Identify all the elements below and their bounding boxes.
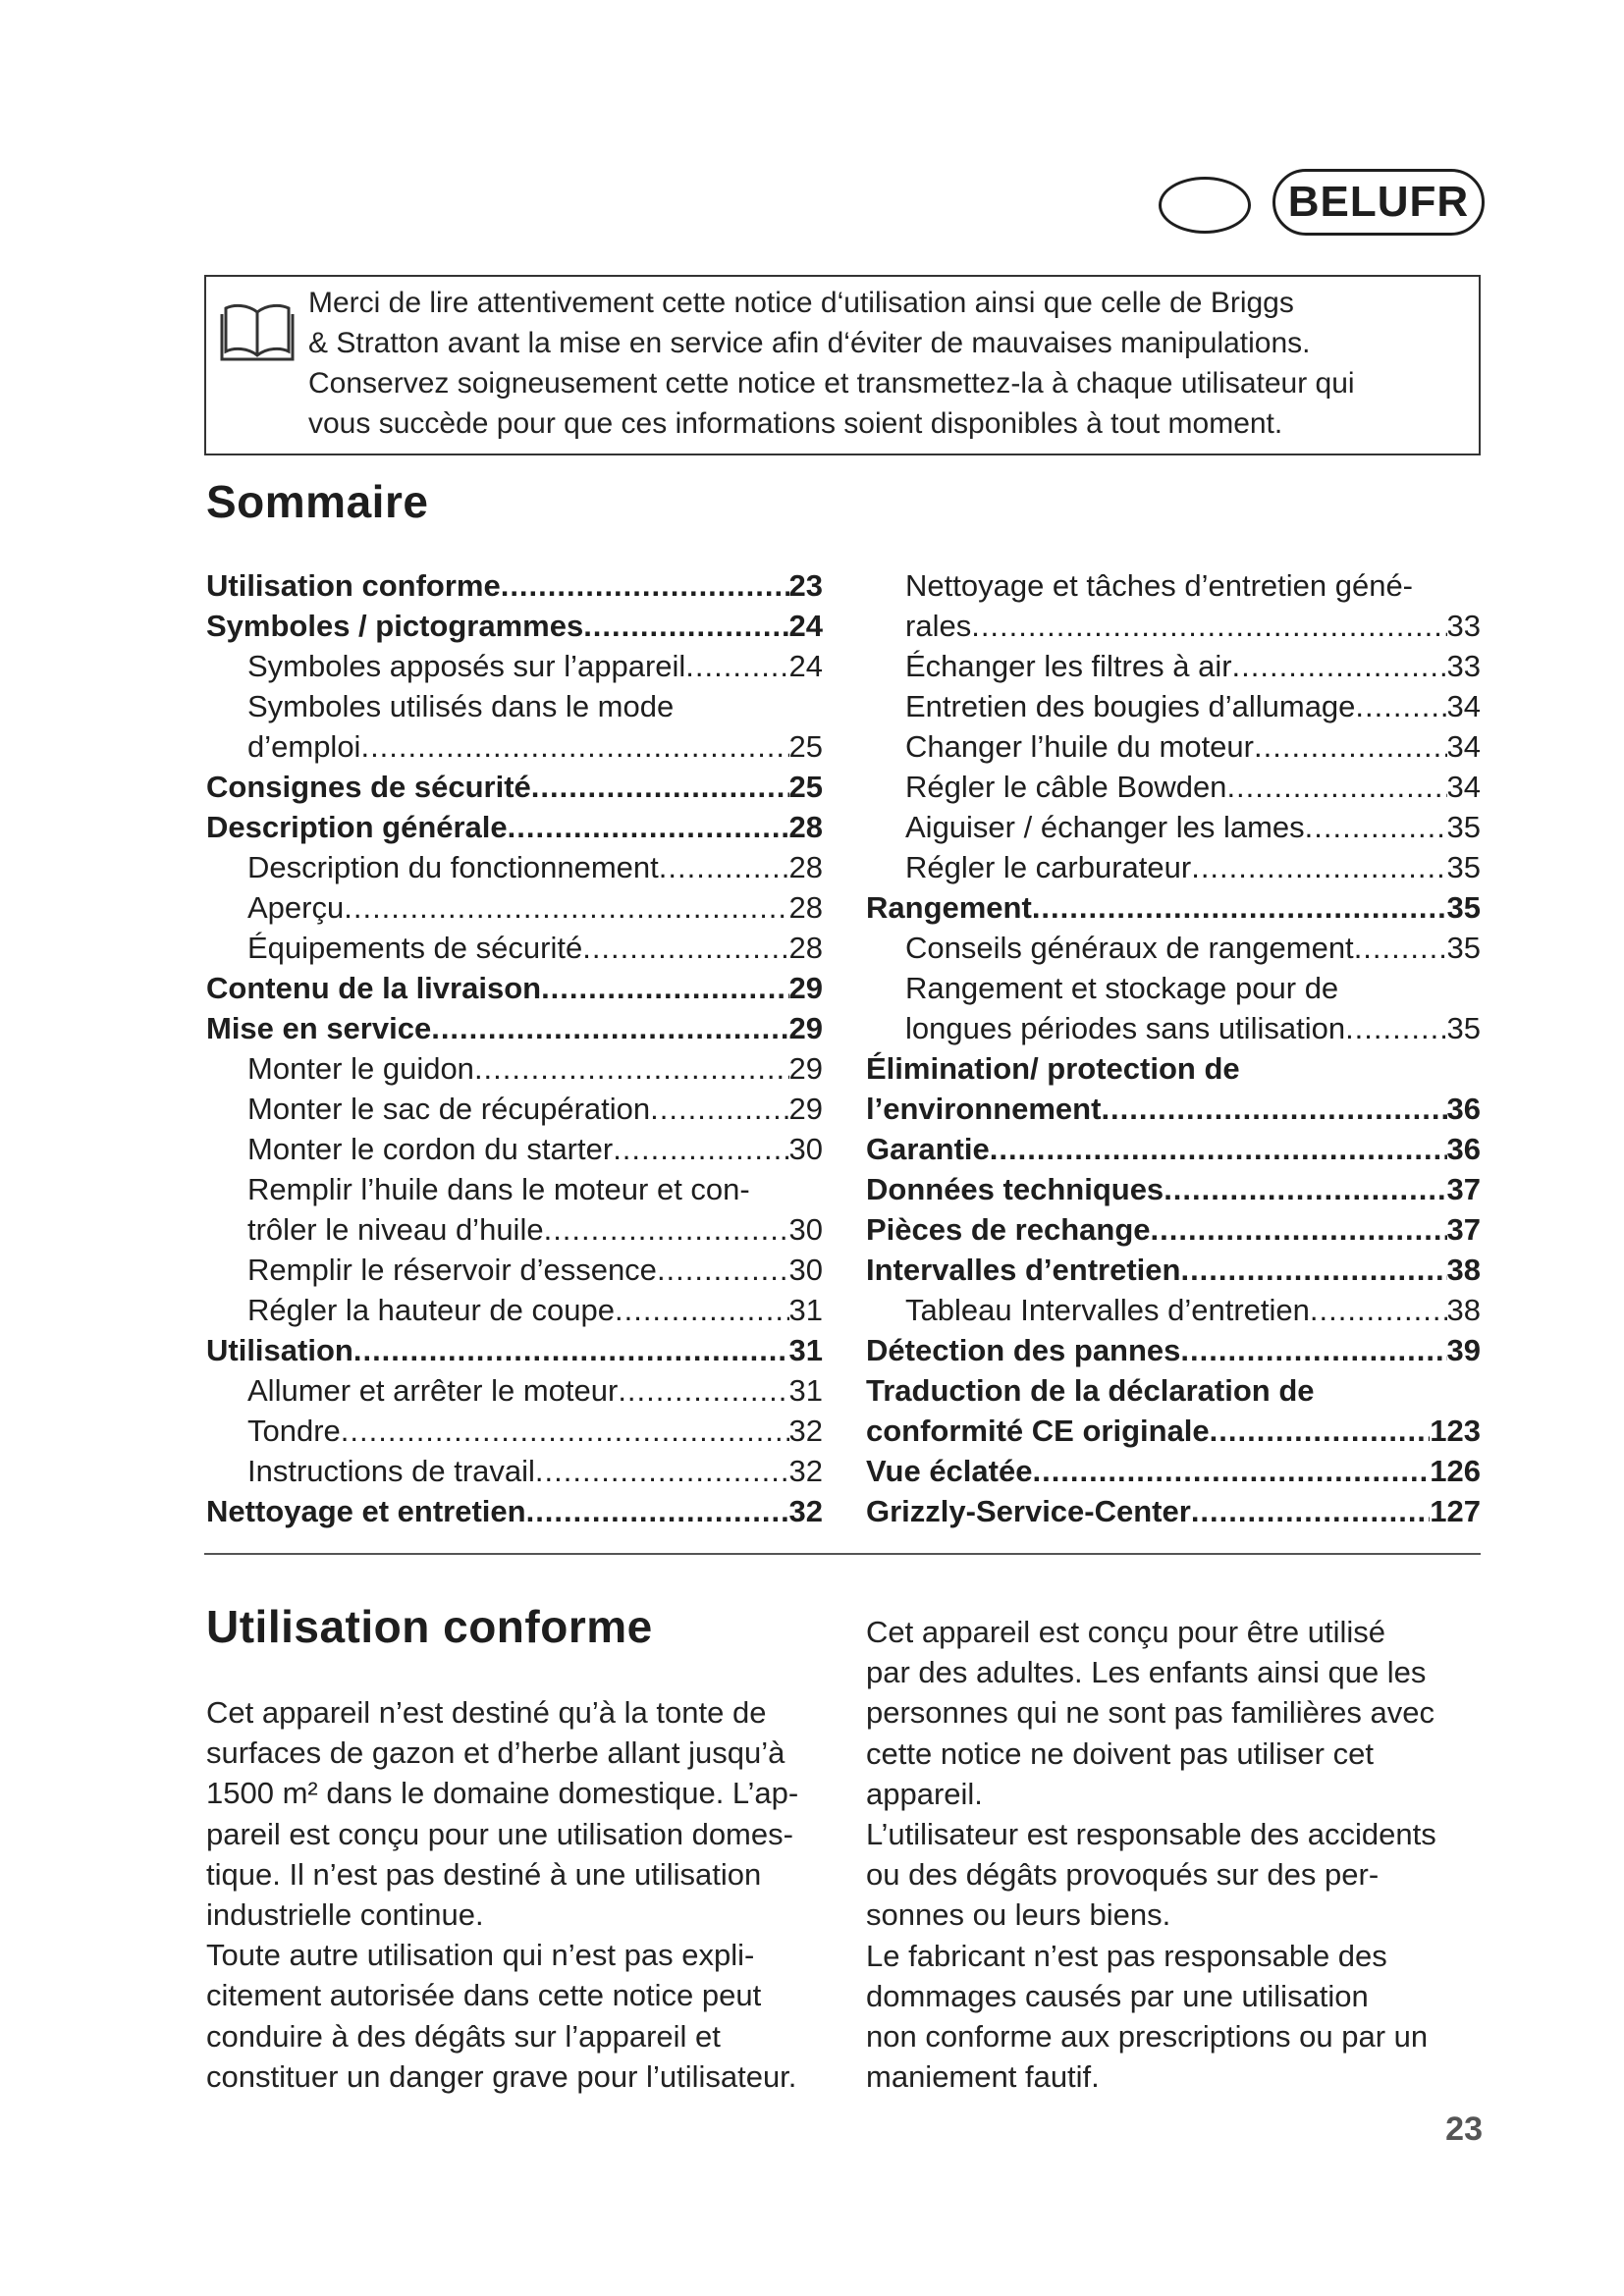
language-badge-empty (1159, 177, 1251, 234)
toc-entry-wrap-line: Rangement et stockage pour de (905, 971, 1339, 1005)
toc-entry[interactable]: Aperçu ..... 28 (206, 887, 823, 928)
body-line: Cet appareil est conçu pour être utilisé (866, 1615, 1386, 1649)
toc-entry[interactable]: Aiguiser / échanger les lames ..... 35 (866, 807, 1481, 847)
toc-entry[interactable]: Utilisation conforme ..... 23 (206, 565, 823, 606)
toc-entry[interactable]: Utilisation ..... 31 (206, 1330, 823, 1370)
toc-entry[interactable]: longues périodes sans utilisation ..... 35 (866, 1008, 1481, 1048)
notice-line: Conservez soigneusement cette notice et transmettez-la à chaque utilisateur qui (308, 367, 1355, 400)
toc-entry[interactable]: Données techniques ..... 37 (866, 1169, 1481, 1209)
body-right-column (866, 1612, 1481, 2097)
toc-entry-wrap-line: Traduction de la déclaration de (866, 1373, 1315, 1408)
toc-entry[interactable]: Régler le câble Bowden ..... 34 (866, 767, 1481, 807)
toc-entry-wrap-line: Élimination/ protection de (866, 1051, 1240, 1086)
page-number: 23 (1445, 2110, 1483, 2148)
toc-heading: Sommaire (206, 476, 429, 527)
open-book-icon (220, 298, 295, 363)
toc-entry[interactable]: d’emploi ..... 25 (206, 726, 823, 767)
toc-entry[interactable]: Allumer et arrêter le moteur ..... 31 (206, 1370, 823, 1411)
toc-entry[interactable]: Vue éclatée ..... 126 (866, 1451, 1481, 1491)
toc-entry-wrap-line: Symboles utilisés dans le mode (247, 689, 675, 723)
toc-entry[interactable]: Remplir le réservoir d’essence ..... 30 (206, 1250, 823, 1290)
toc-right-column (866, 565, 1481, 1531)
body-left-column (206, 1692, 835, 2097)
toc-entry[interactable]: Conseils généraux de rangement ..... 35 (866, 928, 1481, 968)
body-line: industrielle continue. (206, 1897, 484, 1933)
section-heading: Utilisation conforme (206, 1601, 653, 1652)
toc-entry[interactable]: Équipements de sécurité ..... 28 (206, 928, 823, 968)
toc-entry[interactable]: Description du fonctionnement ..... 28 (206, 847, 823, 887)
toc-entry[interactable]: Symboles apposés sur l’appareil ..... 24 (206, 646, 823, 686)
toc-entry-wrap-line: Nettoyage et tâches d’entretien géné- (905, 568, 1414, 603)
toc-left-column (206, 565, 823, 1531)
toc-entry[interactable]: Symboles / pictogrammes ..... 24 (206, 606, 823, 646)
toc-entry[interactable]: conformité CE originale ..... 123 (866, 1411, 1481, 1451)
section-divider (204, 1553, 1481, 1555)
toc-entry[interactable]: Échanger les filtres à air ..... 33 (866, 646, 1481, 686)
body-line: surfaces de gazon et d’herbe allant jusqu’à (206, 1735, 785, 1771)
body-line: conduire à des dégâts sur l’appareil et (206, 2018, 721, 2054)
body-line: Toute autre utilisation qui n’est pas expli- (206, 1938, 755, 1973)
toc-entry[interactable]: Régler la hauteur de coupe ..... 31 (206, 1290, 823, 1330)
body-line: appareil. (866, 1776, 983, 1811)
toc-entry[interactable]: Entretien des bougies d’allumage ..... 34 (866, 686, 1481, 726)
notice-line: Merci de lire attentivement cette notice d‘utilisation ainsi que celle de Briggs (308, 287, 1294, 319)
toc-entry[interactable]: Rangement ..... 35 (866, 887, 1481, 928)
body-line: personnes qui ne sont pas familières avec (866, 1695, 1435, 1731)
toc-entry[interactable]: Description générale ..... 28 (206, 807, 823, 847)
toc-entry[interactable]: trôler le niveau d’huile ..... 30 (206, 1209, 823, 1250)
reading-notice-box (204, 275, 1481, 455)
toc-entry[interactable]: rales ..... 33 (866, 606, 1481, 646)
notice-line: & Stratton avant la mise en service afin d‘éviter de mauvaises manipulations. (308, 327, 1311, 359)
toc-entry[interactable]: Monter le cordon du starter ..... 30 (206, 1129, 823, 1169)
body-line: par des adultes. Les enfants ainsi que les (866, 1655, 1427, 1690)
body-line: dommages causés par une utilisation (866, 1978, 1369, 2013)
toc-entry[interactable]: l’environnement ..... 36 (866, 1089, 1481, 1129)
toc-entry[interactable]: Contenu de la livraison ..... 29 (206, 968, 823, 1008)
language-badge: BELUFR (1272, 169, 1485, 236)
body-line: ou des dégâts provoqués sur des per- (866, 1857, 1380, 1893)
body-line: non conforme aux prescriptions ou par un (866, 2019, 1429, 2055)
toc-entry[interactable]: Garantie ..... 36 (866, 1129, 1481, 1169)
body-line: citement autorisée dans cette notice peut (206, 1978, 762, 2013)
toc-entry[interactable]: Tableau Intervalles d’entretien ..... 38 (866, 1290, 1481, 1330)
toc-entry[interactable]: Instructions de travail ..... 32 (206, 1451, 823, 1491)
notice-line: vous succède pour que ces informations soient disponibles à tout moment. (308, 407, 1283, 440)
body-line: sonnes ou leurs biens. (866, 1897, 1171, 1933)
body-line: 1500 m² dans le domaine domestique. L’ap- (206, 1776, 799, 1811)
toc-entry[interactable]: Monter le sac de récupération ..... 29 (206, 1089, 823, 1129)
toc-entry[interactable]: Intervalles d’entretien ..... 38 (866, 1250, 1481, 1290)
toc-entry[interactable]: Tondre ..... 32 (206, 1411, 823, 1451)
toc-entry[interactable]: Régler le carburateur ..... 35 (866, 847, 1481, 887)
body-line: cette notice ne doivent pas utiliser cet (866, 1735, 1374, 1771)
body-line: tique. Il n’est pas destiné à une utilisation (206, 1856, 762, 1892)
body-line: pareil est conçu pour une utilisation domes- (206, 1816, 793, 1851)
toc-entry[interactable]: Consignes de sécurité ..... 25 (206, 767, 823, 807)
body-line: Cet appareil n’est destiné qu’à la tonte de (206, 1695, 767, 1730)
toc-entry[interactable]: Détection des pannes ..... 39 (866, 1330, 1481, 1370)
toc-entry[interactable]: Pièces de rechange ..... 37 (866, 1209, 1481, 1250)
toc-entry[interactable]: Monter le guidon ..... 29 (206, 1048, 823, 1089)
body-line: L’utilisateur est responsable des accidents (866, 1817, 1436, 1852)
toc-entry[interactable]: Nettoyage et entretien ..... 32 (206, 1491, 823, 1531)
notice-text (308, 283, 1459, 444)
toc-entry[interactable]: Mise en service ..... 29 (206, 1008, 823, 1048)
body-line: maniement fautif. (866, 2059, 1100, 2095)
toc-entry[interactable]: Grizzly-Service-Center ..... 127 (866, 1491, 1481, 1531)
body-line: Le fabricant n’est pas responsable des (866, 1938, 1387, 1973)
toc-entry[interactable]: Changer l’huile du moteur ..... 34 (866, 726, 1481, 767)
toc-entry-wrap-line: Remplir l’huile dans le moteur et con- (247, 1172, 750, 1206)
body-line: constituer un danger grave pour l’utilisateur. (206, 2058, 797, 2094)
